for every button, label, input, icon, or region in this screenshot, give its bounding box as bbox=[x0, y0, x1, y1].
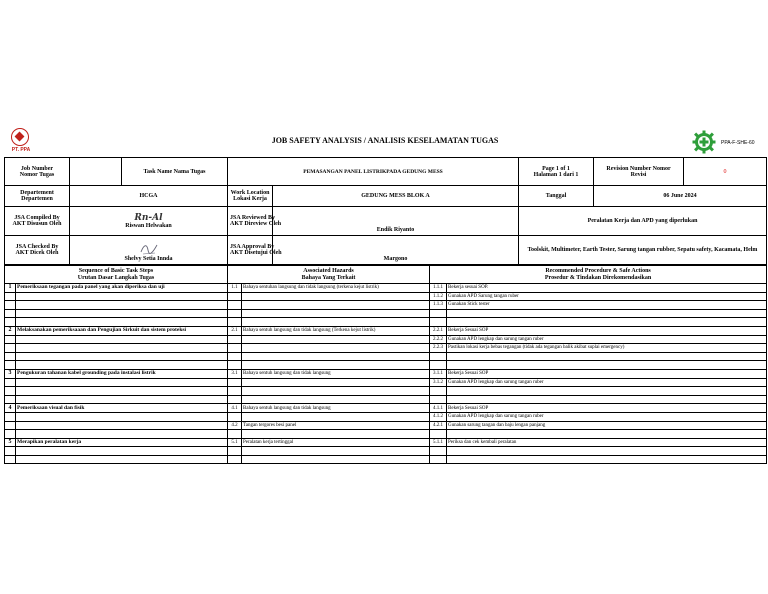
step-number: 2 bbox=[5, 326, 16, 335]
step-text bbox=[16, 412, 228, 421]
hazard-number bbox=[228, 352, 242, 361]
hazard-text: Bahaya sentuhan langsung dan tidak langsung (terkena kejut listrik) bbox=[242, 284, 430, 293]
table-row bbox=[5, 361, 767, 370]
step-number bbox=[5, 395, 16, 404]
hazard-number: 2.1 bbox=[228, 326, 242, 335]
hazard-text: Bahaya sentuh langsung dan tidak langsung bbox=[242, 404, 430, 413]
hazard-text: Tangan tergores besi panel bbox=[242, 421, 430, 430]
action-number: 1.1.2 bbox=[430, 292, 447, 301]
compiled-signature: Rn-Al bbox=[134, 213, 163, 223]
action-text: Periksa dan cek kembali peralatan bbox=[447, 438, 767, 447]
step-text bbox=[16, 378, 228, 387]
step-number: 5 bbox=[5, 438, 16, 447]
step-text bbox=[16, 430, 228, 439]
table-row bbox=[5, 335, 767, 344]
action-text bbox=[447, 447, 767, 456]
step-text: Pemeriksaan visual dan fisik bbox=[16, 404, 228, 413]
step-text: Melaksanakan pemeriksaaan dan Pengujian Sirkuit dan sistem proteksi bbox=[16, 326, 228, 335]
step-number bbox=[5, 335, 16, 344]
compiled-by-label: JSA Compiled By AKT Disusun Oleh bbox=[5, 207, 70, 236]
action-number: 2.2.1 bbox=[430, 326, 447, 335]
hazard-text bbox=[242, 361, 430, 370]
action-number: 1.1.3 bbox=[430, 301, 447, 310]
step-text bbox=[16, 455, 228, 464]
reviewed-by-label: JSA Reviewed By AKT Direview Oleh bbox=[228, 207, 273, 236]
action-number: 4.2.1 bbox=[430, 421, 447, 430]
action-number bbox=[430, 318, 447, 327]
table-row bbox=[5, 438, 767, 447]
hazard-number bbox=[228, 335, 242, 344]
date-label: Tanggal bbox=[519, 186, 594, 207]
ppe-required: Peralatan Kerja dan APD yang diperlukan bbox=[519, 207, 767, 236]
table-row bbox=[5, 387, 767, 396]
action-number bbox=[430, 430, 447, 439]
action-number bbox=[430, 387, 447, 396]
action-number bbox=[430, 447, 447, 456]
hazard-number bbox=[228, 344, 242, 353]
step-number bbox=[5, 352, 16, 361]
hazard-text bbox=[242, 292, 430, 301]
step-text bbox=[16, 395, 228, 404]
hazards-column-header: Associated Hazards Bahaya Yang Terkait bbox=[228, 266, 430, 284]
action-number: 2.2.2 bbox=[430, 335, 447, 344]
table-row bbox=[5, 447, 767, 456]
table-row bbox=[5, 369, 767, 378]
work-location-value: GEDUNG MESS BLOK A bbox=[273, 186, 519, 207]
hazard-text bbox=[242, 387, 430, 396]
table-row bbox=[5, 318, 767, 327]
step-number: 3 bbox=[5, 369, 16, 378]
step-text bbox=[16, 344, 228, 353]
table-row bbox=[5, 292, 767, 301]
step-text bbox=[16, 292, 228, 301]
jsa-steps-table bbox=[4, 265, 767, 464]
action-text: Gunakan APD lengkap dan sarung tangan ruber bbox=[447, 378, 767, 387]
checked-by-name: Shelvy Setia Innda bbox=[124, 256, 173, 262]
action-text bbox=[447, 352, 767, 361]
action-number bbox=[430, 361, 447, 370]
action-number: 5.1.1 bbox=[430, 438, 447, 447]
step-number bbox=[5, 301, 16, 310]
page-info: Page 1 of 1 Halaman 1 dari 1 bbox=[519, 158, 594, 186]
checked-signature-icon bbox=[138, 242, 160, 256]
table-row bbox=[5, 404, 767, 413]
action-number: 3.1.2 bbox=[430, 378, 447, 387]
action-number bbox=[430, 455, 447, 464]
action-text: Bekerja Sesuai SOP bbox=[447, 326, 767, 335]
steps-column-header: Sequence of Basic Task Steps Urutan Dasar Langkah Tugas bbox=[5, 266, 228, 284]
hazard-text bbox=[242, 447, 430, 456]
hazard-text bbox=[242, 344, 430, 353]
task-name-label: Task Name Nama Tugas bbox=[122, 158, 228, 186]
action-text bbox=[447, 430, 767, 439]
step-text: Pengukuran tahanan kabel grounding pada instalasi listrik bbox=[16, 369, 228, 378]
step-number: 4 bbox=[5, 404, 16, 413]
action-text: Gunakan APD Sarung tangan ruber bbox=[447, 292, 767, 301]
work-location-label: Work Location Lokasi Kerja bbox=[228, 186, 273, 207]
step-number: 1 bbox=[5, 284, 16, 293]
action-text bbox=[447, 395, 767, 404]
jsa-rows bbox=[5, 284, 767, 464]
table-row bbox=[5, 455, 767, 464]
table-row bbox=[5, 326, 767, 335]
hazard-text bbox=[242, 455, 430, 464]
hazard-number: 1.1 bbox=[228, 284, 242, 293]
step-text: Merapikan peralatan kerja bbox=[16, 438, 228, 447]
checked-by-cell bbox=[70, 236, 228, 265]
step-number bbox=[5, 430, 16, 439]
action-number bbox=[430, 309, 447, 318]
action-number: 3.1.1 bbox=[430, 369, 447, 378]
hazard-text bbox=[242, 430, 430, 439]
table-row bbox=[5, 378, 767, 387]
step-number bbox=[5, 378, 16, 387]
checked-by-label: JSA Checked By AKT Dicek Oleh bbox=[5, 236, 70, 265]
hazard-number bbox=[228, 378, 242, 387]
table-row bbox=[5, 352, 767, 361]
action-number: 1.1.1 bbox=[430, 284, 447, 293]
table-row bbox=[5, 284, 767, 293]
action-text: Bekerja Sesuai SOP bbox=[447, 404, 767, 413]
step-number bbox=[5, 455, 16, 464]
safety-gear-cross-icon bbox=[692, 130, 716, 154]
step-text bbox=[16, 301, 228, 310]
tools-required: Toolskit, Multimeter, Earth Tester, Sarung tangan rubber, Sepatu safety, Kacamata, Helm bbox=[519, 236, 767, 265]
form-title: JOB SAFETY ANALYSIS / ANALISIS KESELAMATAN TUGAS bbox=[271, 136, 499, 145]
action-text: Gunakan sarung tangan dan baju lengan panjang bbox=[447, 421, 767, 430]
hazard-number bbox=[228, 430, 242, 439]
hazard-number bbox=[228, 301, 242, 310]
hazard-number bbox=[228, 318, 242, 327]
hazard-number bbox=[228, 361, 242, 370]
action-number: 2.2.3 bbox=[430, 344, 447, 353]
hazard-text bbox=[242, 318, 430, 327]
hazard-text bbox=[242, 412, 430, 421]
approval-by-name: Margono bbox=[273, 236, 519, 265]
hazard-text bbox=[242, 301, 430, 310]
department-value: HCGA bbox=[70, 186, 228, 207]
hazard-number bbox=[228, 412, 242, 421]
hazard-text: Bahaya sentuh langsung dan tidak langsung bbox=[242, 369, 430, 378]
jsa-info-table bbox=[4, 157, 767, 265]
revision-value: 0 bbox=[684, 158, 767, 186]
hazard-text bbox=[242, 352, 430, 361]
hazard-number bbox=[228, 387, 242, 396]
action-text: Gunakan Stick tester bbox=[447, 301, 767, 310]
step-text: Pemeriksaan tegangan pada panel yang akan diperiksa dan uji bbox=[16, 284, 228, 293]
hazard-text: Peralatan kerja tertinggal bbox=[242, 438, 430, 447]
revision-label: Revision Number Nomor Revisi bbox=[594, 158, 684, 186]
action-text bbox=[447, 455, 767, 464]
hazard-text bbox=[242, 395, 430, 404]
hazard-text bbox=[242, 378, 430, 387]
table-row bbox=[5, 395, 767, 404]
action-text bbox=[447, 309, 767, 318]
hazard-number bbox=[228, 455, 242, 464]
action-number bbox=[430, 352, 447, 361]
table-row bbox=[5, 301, 767, 310]
action-text bbox=[447, 361, 767, 370]
step-number bbox=[5, 309, 16, 318]
job-number-value bbox=[70, 158, 122, 186]
form-number: PPA-F-SHE-60 bbox=[721, 140, 755, 146]
actions-column-header: Recommended Procedure & Safe Actions Prosedur & Tindakan Direkomendasikan bbox=[430, 266, 767, 284]
step-text bbox=[16, 335, 228, 344]
hazard-text bbox=[242, 309, 430, 318]
action-number: 4.1.2 bbox=[430, 412, 447, 421]
table-row bbox=[5, 412, 767, 421]
step-number bbox=[5, 412, 16, 421]
step-text bbox=[16, 352, 228, 361]
step-text bbox=[16, 447, 228, 456]
action-text: Gunakan APD lengkap dan sarung tangan ruber bbox=[447, 412, 767, 421]
reviewed-by-name: Endik Riyanto bbox=[273, 207, 519, 236]
department-label: Departement Departemen bbox=[5, 186, 70, 207]
hazard-number: 3.1 bbox=[228, 369, 242, 378]
action-number bbox=[430, 395, 447, 404]
step-text bbox=[16, 421, 228, 430]
step-number bbox=[5, 292, 16, 301]
hazard-number bbox=[228, 395, 242, 404]
step-number bbox=[5, 421, 16, 430]
job-number-label: Job Number Nomor Tugas bbox=[5, 158, 70, 186]
hazard-number: 4.1 bbox=[228, 404, 242, 413]
action-text: Bekerja sesuai SOP. bbox=[447, 284, 767, 293]
table-row bbox=[5, 430, 767, 439]
action-text: Bekerja Sesuai SOP bbox=[447, 369, 767, 378]
step-text bbox=[16, 318, 228, 327]
form-header bbox=[4, 127, 766, 157]
step-number bbox=[5, 318, 16, 327]
step-number bbox=[5, 344, 16, 353]
hazard-number bbox=[228, 447, 242, 456]
hazard-text: Bahaya sentuh langsung dan tidak langsung (Terkena kejut listrik) bbox=[242, 326, 430, 335]
date-value: 06 June 2024 bbox=[594, 186, 767, 207]
action-text bbox=[447, 318, 767, 327]
hazard-number bbox=[228, 292, 242, 301]
action-text: Pastikan lokasi kerja bebas tegangan (tidak ada tegangan balik akibat suplai emergency) bbox=[447, 344, 767, 353]
hazard-number: 4.2 bbox=[228, 421, 242, 430]
action-text bbox=[447, 387, 767, 396]
table-row bbox=[5, 344, 767, 353]
logo-text: PT. PPA bbox=[11, 147, 31, 153]
hazard-text bbox=[242, 335, 430, 344]
action-number: 4.1.1 bbox=[430, 404, 447, 413]
hazard-number: 5.1 bbox=[228, 438, 242, 447]
approval-by-label: JSA Approval By AKT Disetujui Oleh bbox=[228, 236, 273, 265]
compiled-by-cell bbox=[70, 207, 228, 236]
step-number bbox=[5, 447, 16, 456]
compiled-by-name: Riswan Helwakan bbox=[125, 223, 172, 229]
step-number bbox=[5, 361, 16, 370]
action-text: Gunakan APD lengkap dan sarung tangan ruber bbox=[447, 335, 767, 344]
task-name-value: PEMASANGAN PANEL LISTRIKPADA GEDUNG MESS bbox=[228, 158, 519, 186]
step-text bbox=[16, 309, 228, 318]
table-row bbox=[5, 309, 767, 318]
jsa-form bbox=[4, 127, 766, 464]
hazard-number bbox=[228, 309, 242, 318]
step-text bbox=[16, 361, 228, 370]
step-text bbox=[16, 387, 228, 396]
step-number bbox=[5, 387, 16, 396]
table-row bbox=[5, 421, 767, 430]
